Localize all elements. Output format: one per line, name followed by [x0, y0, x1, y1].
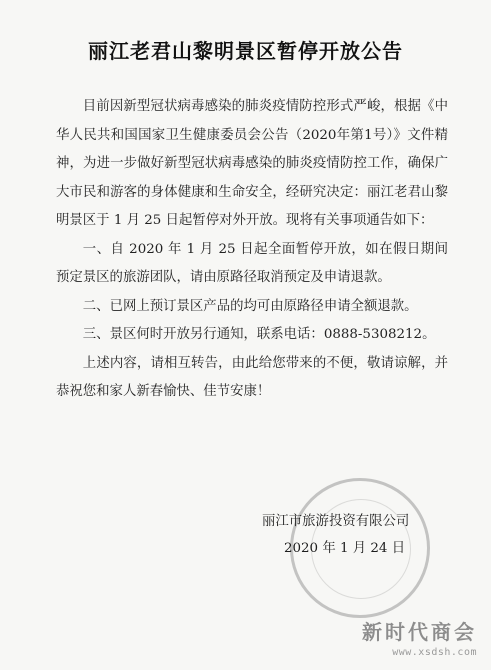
watermark-url: www.xsdsh.com — [392, 647, 477, 658]
signature-block — [262, 508, 462, 562]
item-one-paragraph: 一、自 2020 年 1 月 25 日起全面暂停开放，如在假日期间预定景区的旅游团队，请由原路径取消预定及申请退款。 — [56, 241, 448, 285]
item-three-paragraph: 三、景区何时开放另行通知，联系电话：0888-5308212。 — [82, 327, 436, 342]
signature-date: 2020 年 1 月 24 日 — [284, 541, 406, 556]
signature-company: 丽江市旅游投资有限公司 — [262, 514, 410, 529]
notice-body — [56, 93, 448, 407]
closing-paragraph: 上述内容，请相互转告，由此给您带来的不便，敬请谅解，并恭祝您和家人新春愉快、佳节安康！ — [56, 355, 448, 399]
watermark-logo: 新时代商会 — [362, 620, 477, 644]
intro-paragraph: 目前因新型冠状病毒感染的肺炎疫情防控形式严峻，根据《中华人民共和国国家卫生健康委员会公告（2020年第1号）》文件精神，为进一步做好新型冠状病毒感染的肺炎疫情防控工作，确保广大市民和游客的身体健康和生命安全，经研究决定：丽江老君山黎明景区于 1 月 25 日起暂停对外开放。现将有关事项通告如下： — [56, 99, 448, 228]
item-two-paragraph: 二、已网上预订景区产品的均可由原路径申请全额退款。 — [82, 298, 418, 314]
notice-title: 丽江老君山黎明景区暂停开放公告 — [88, 39, 403, 63]
watermark — [362, 616, 477, 658]
